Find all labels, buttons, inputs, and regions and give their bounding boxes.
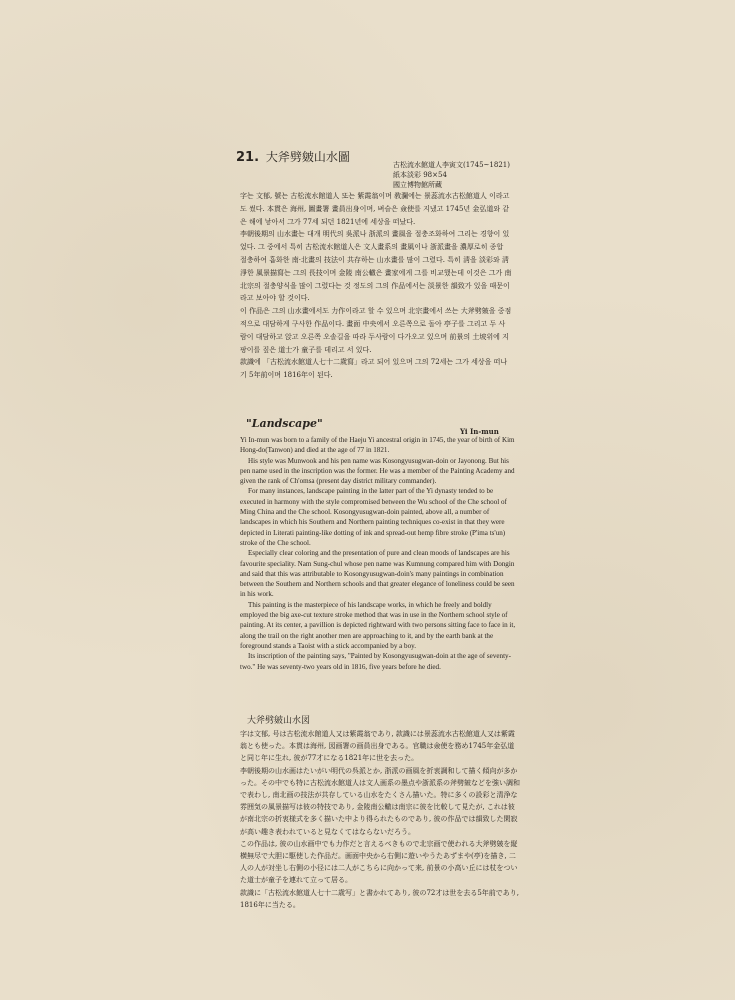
medium-line: 紙本淡彩 98×54 bbox=[393, 171, 447, 179]
collection-line: 國立博物館所藏 bbox=[393, 181, 442, 189]
english-paragraph: Especially clear coloring and the presentation of pure and clean moods of landscapes are his favourite speciality. Nam Sung-chul whose pen name was Kumnung compared him with Dongin and said that this was attributable to Kosongyusugwan-doin's many paintings in combination between the Southern and Northern schools and that greater elegance of loneliness could be seen in his work. bbox=[240, 549, 515, 599]
korean-description bbox=[240, 190, 512, 382]
japanese-paragraph: 款識に「古松流水館道人七十二歳写」と書かれてあり, 彼の72才は世を去る5年前であり, 1816年に当たる。 bbox=[240, 888, 520, 909]
artwork-meta bbox=[393, 160, 543, 190]
english-paragraph: Yi In-mun was born to a family of the Haeju Yi ancestral origin in 1745, the year of birth of Kim Hong-do(Tanwon) and died at the age of 77 in 1821. bbox=[240, 436, 515, 455]
japanese-title: 大斧劈皴山水図 bbox=[247, 716, 311, 726]
english-paragraph: His style was Munwook and his pen name was Kosongyusugwan-doin or Jayonong. But his pen name used in the inscription was the former. He was a member of the Painting Academy and given the rank of Ch'omsa (present day district military commander). bbox=[240, 456, 515, 486]
korean-paragraph: 款識에 「古松流水館道人七十二歲寫」라고 되어 있으며 그의 72세는 그가 세상을 떠나기 5年前이며 1816年이 된다. bbox=[240, 358, 508, 380]
english-paragraph: This painting is the masterpiece of his landscape works, in which he freely and boldly employed the big axe-cut texture stroke method that was in use in the Northern school style of painting. At its center, a pavillion is depicted rightward with two persons sitting face to face in it, along the trail on the right another men are approaching to it, and by the earth bank at the foreground stands a Taoist with a stick accompanied by a boy. bbox=[240, 600, 516, 650]
entry-number: 21. bbox=[236, 150, 260, 165]
japanese-description bbox=[240, 728, 520, 911]
japanese-paragraph: この作品は, 彼の山水画中でも力作だと言えるべきもので北宗画で使われる大斧劈皴を縦横無尽で大胆に駆使した作品だ。画面中央から右側に遊いやうたあずまや(亭)を描き, 二人の人が対坐し右側の小径には二人がこちらに向かって来, 前景の小高い丘には杖をついた道士が童子を連れて立って居る。 bbox=[240, 839, 518, 885]
english-description bbox=[240, 435, 518, 672]
korean-paragraph: 李朝後期의 山水畫는 대개 明代의 吳派나 浙派의 畫風을 절충조화하여 그리는 경향이 있었다. 그 중에서 특히 古松流水館道人은 文人畫系의 畫風이나 浙派畫을 濃厚로히 종합 절충하여 흡화한 南·北畫의 技法이 共存하는 山水畫를 많이 그렸다. 특히 淸을 淡彩와 淸淨한 風景描寫는 그의 長技이며 金陵 南公轍은 畫家에게 그를 비교했는데 이것은 그가 南北宗의 절충양식을 많이 그렸다는 것 정도의 그의 作品에서는 淡景한 韻致가 있을 때문이라고 보아야 할 것이다. bbox=[240, 230, 512, 303]
korean-paragraph: 이 作品은 그의 山水畫에서도 力作이라고 할 수 있으며 北宗畫에서 쓰는 大斧劈皴을 중점적으로 대담하게 구사한 作品이다. 畫面 中央에서 오른쪽으로 돌아 亭子를 그리고 두 사람이 대담하고 앉고 오른쪽 오솔길을 따라 두사람이 다가오고 있으며 前景의 土坡위에 지팡이를 짚은 道士가 童子를 데리고 서 있다. bbox=[240, 307, 512, 354]
korean-paragraph: 字는 文郁, 號는 古松流水館道人 또는 紫霞翁이며 敎瀾에는 景蕊流水古松館道人 이라고도 썼다. 本貫은 海州, 圖畫署 畫員出身이며, 벼슬은 僉使를 지냈고 1745년 金弘道와 같은 해에 낳아서 그가 77세 되던 1821년에 세상을 떠났다. bbox=[240, 192, 510, 226]
entry-title: 大斧劈皴山水圖 bbox=[265, 150, 350, 164]
japanese-paragraph: 字は文郁, 号は古松流水館道人又は紫霞翁であり, 款識には景蕊流水古松館道人又は紫霞翁とも使った。本貫は海州, 図画署の画員出身である。官職は僉使を務め1745年金弘道と同じ年に生れ, 彼が77才になる1821年に世を去った。 bbox=[240, 730, 515, 763]
english-paragraph: Its inscription of the painting says, "Painted by Kosongyusugwan-doin at the age of seventy-two." He was seventy-two years old in 1816, five years before he died. bbox=[240, 652, 511, 671]
english-author: Yi In-mun bbox=[460, 427, 499, 436]
english-title: "Landscape" bbox=[246, 417, 323, 430]
japanese-paragraph: 李朝後期の山水画はたいがい明代の呉派とか, 浙派の画風を折衷調和して描く傾向が多かった。その中でも特に古松流水館道人は文人画系の墨点や浙派系の斧劈皴などを強い調和で表わし, 南北画の技法が共存している山水をたくさん描いた。特に多くの設彩と清浄な雰囲気の風景描写は彼の特技であり, 金陵南公轍は南宗に彼を比較して見たが, これは彼が南北宗の折衷様式を多く描いた中より得られたものであり, 彼の作品では韻致した閑寂が高い趣き表われていると見なくてはならないだろう。 bbox=[240, 766, 520, 836]
entry-heading bbox=[236, 148, 350, 165]
english-paragraph: For many instances, landscape painting in the latter part of the Yi dynasty tended to be executed in harmony with the style compromised between the Wu school of the Che school of Ming China and the Che school. Kosongyusugwan-doin painted, above all, a number of landscapes in which his Southern and Northern painting techniques co-exist in that they were depicted in Literati painting-like dotting of ink and spread-out hemp fibre stroke (P'ima ts'un) stroke of the Che school. bbox=[240, 487, 507, 547]
artist-line: 古松流水館道人李寅文(1745~1821) bbox=[393, 161, 510, 169]
